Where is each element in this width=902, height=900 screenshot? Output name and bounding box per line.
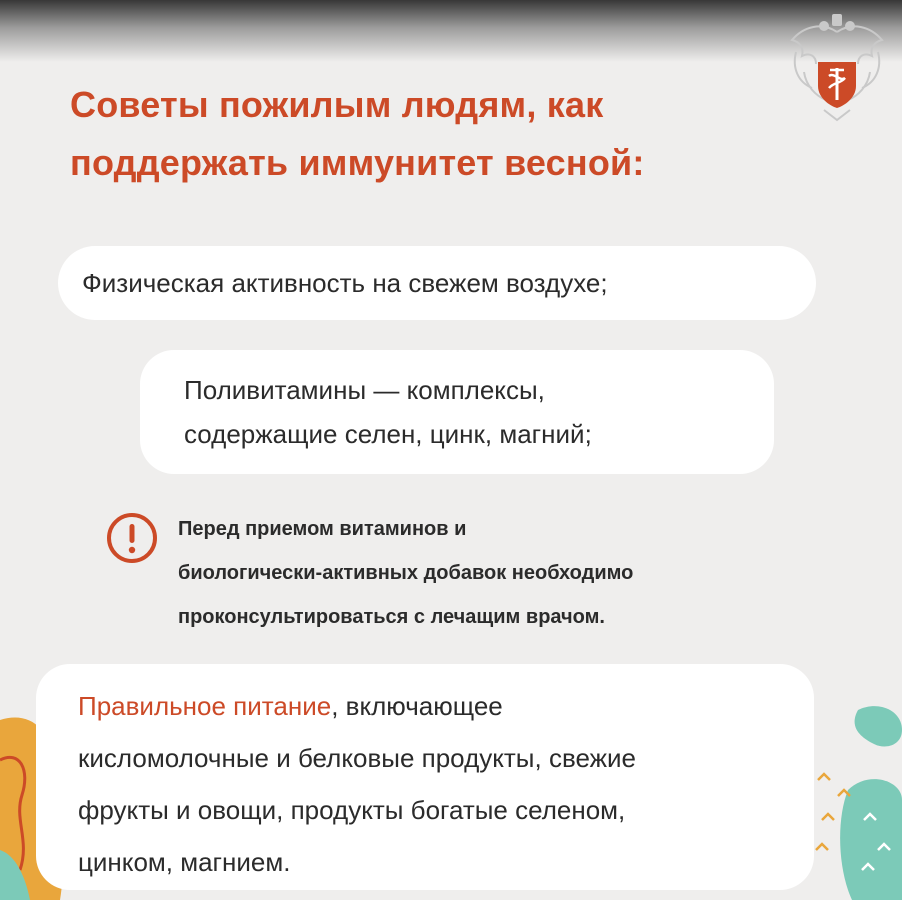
- warning-line-3: проконсультироваться с лечащим врачом.: [178, 606, 605, 628]
- tip-nutrition-line-4: цинком, магнием.: [78, 847, 291, 877]
- warning-line-1: Перед приемом витаминов и: [178, 518, 467, 540]
- page-title: [70, 76, 770, 192]
- tip-nutrition-line-1-rest: , включающее: [331, 691, 503, 721]
- title-line-2: поддержать иммунитет весной:: [70, 142, 645, 183]
- eagle-emblem-icon: [782, 12, 892, 124]
- tip-nutrition-line-1: [78, 680, 814, 732]
- tip-nutrition-line-2: кисломолочные и белковые продукты, свежие: [78, 743, 637, 773]
- tip-nutrition-highlight: Правильное питание: [78, 691, 332, 721]
- tip-vitamins-line-1: Поливитамины — комплексы,: [184, 375, 545, 405]
- warning-note: [178, 507, 818, 639]
- tip-card-vitamins: [140, 350, 774, 474]
- decorative-shape-right: [808, 700, 902, 900]
- title-line-1: Советы пожилым людям, как: [70, 84, 604, 125]
- tip-vitamins-line-2: содержащие селен, цинк, магний;: [184, 419, 592, 449]
- warning-line-2: биологически-активных добавок необходимо: [178, 562, 634, 584]
- tip-activity-text: Физическая активность на свежем воздухе;: [82, 268, 608, 298]
- tip-card-activity: [58, 246, 816, 320]
- top-shadow-band: [0, 0, 902, 62]
- tip-nutrition-line-3: фрукты и овощи, продукты богатые селеном,: [78, 795, 626, 825]
- exclamation-circle-icon: [106, 512, 158, 564]
- tip-card-nutrition: [36, 664, 814, 890]
